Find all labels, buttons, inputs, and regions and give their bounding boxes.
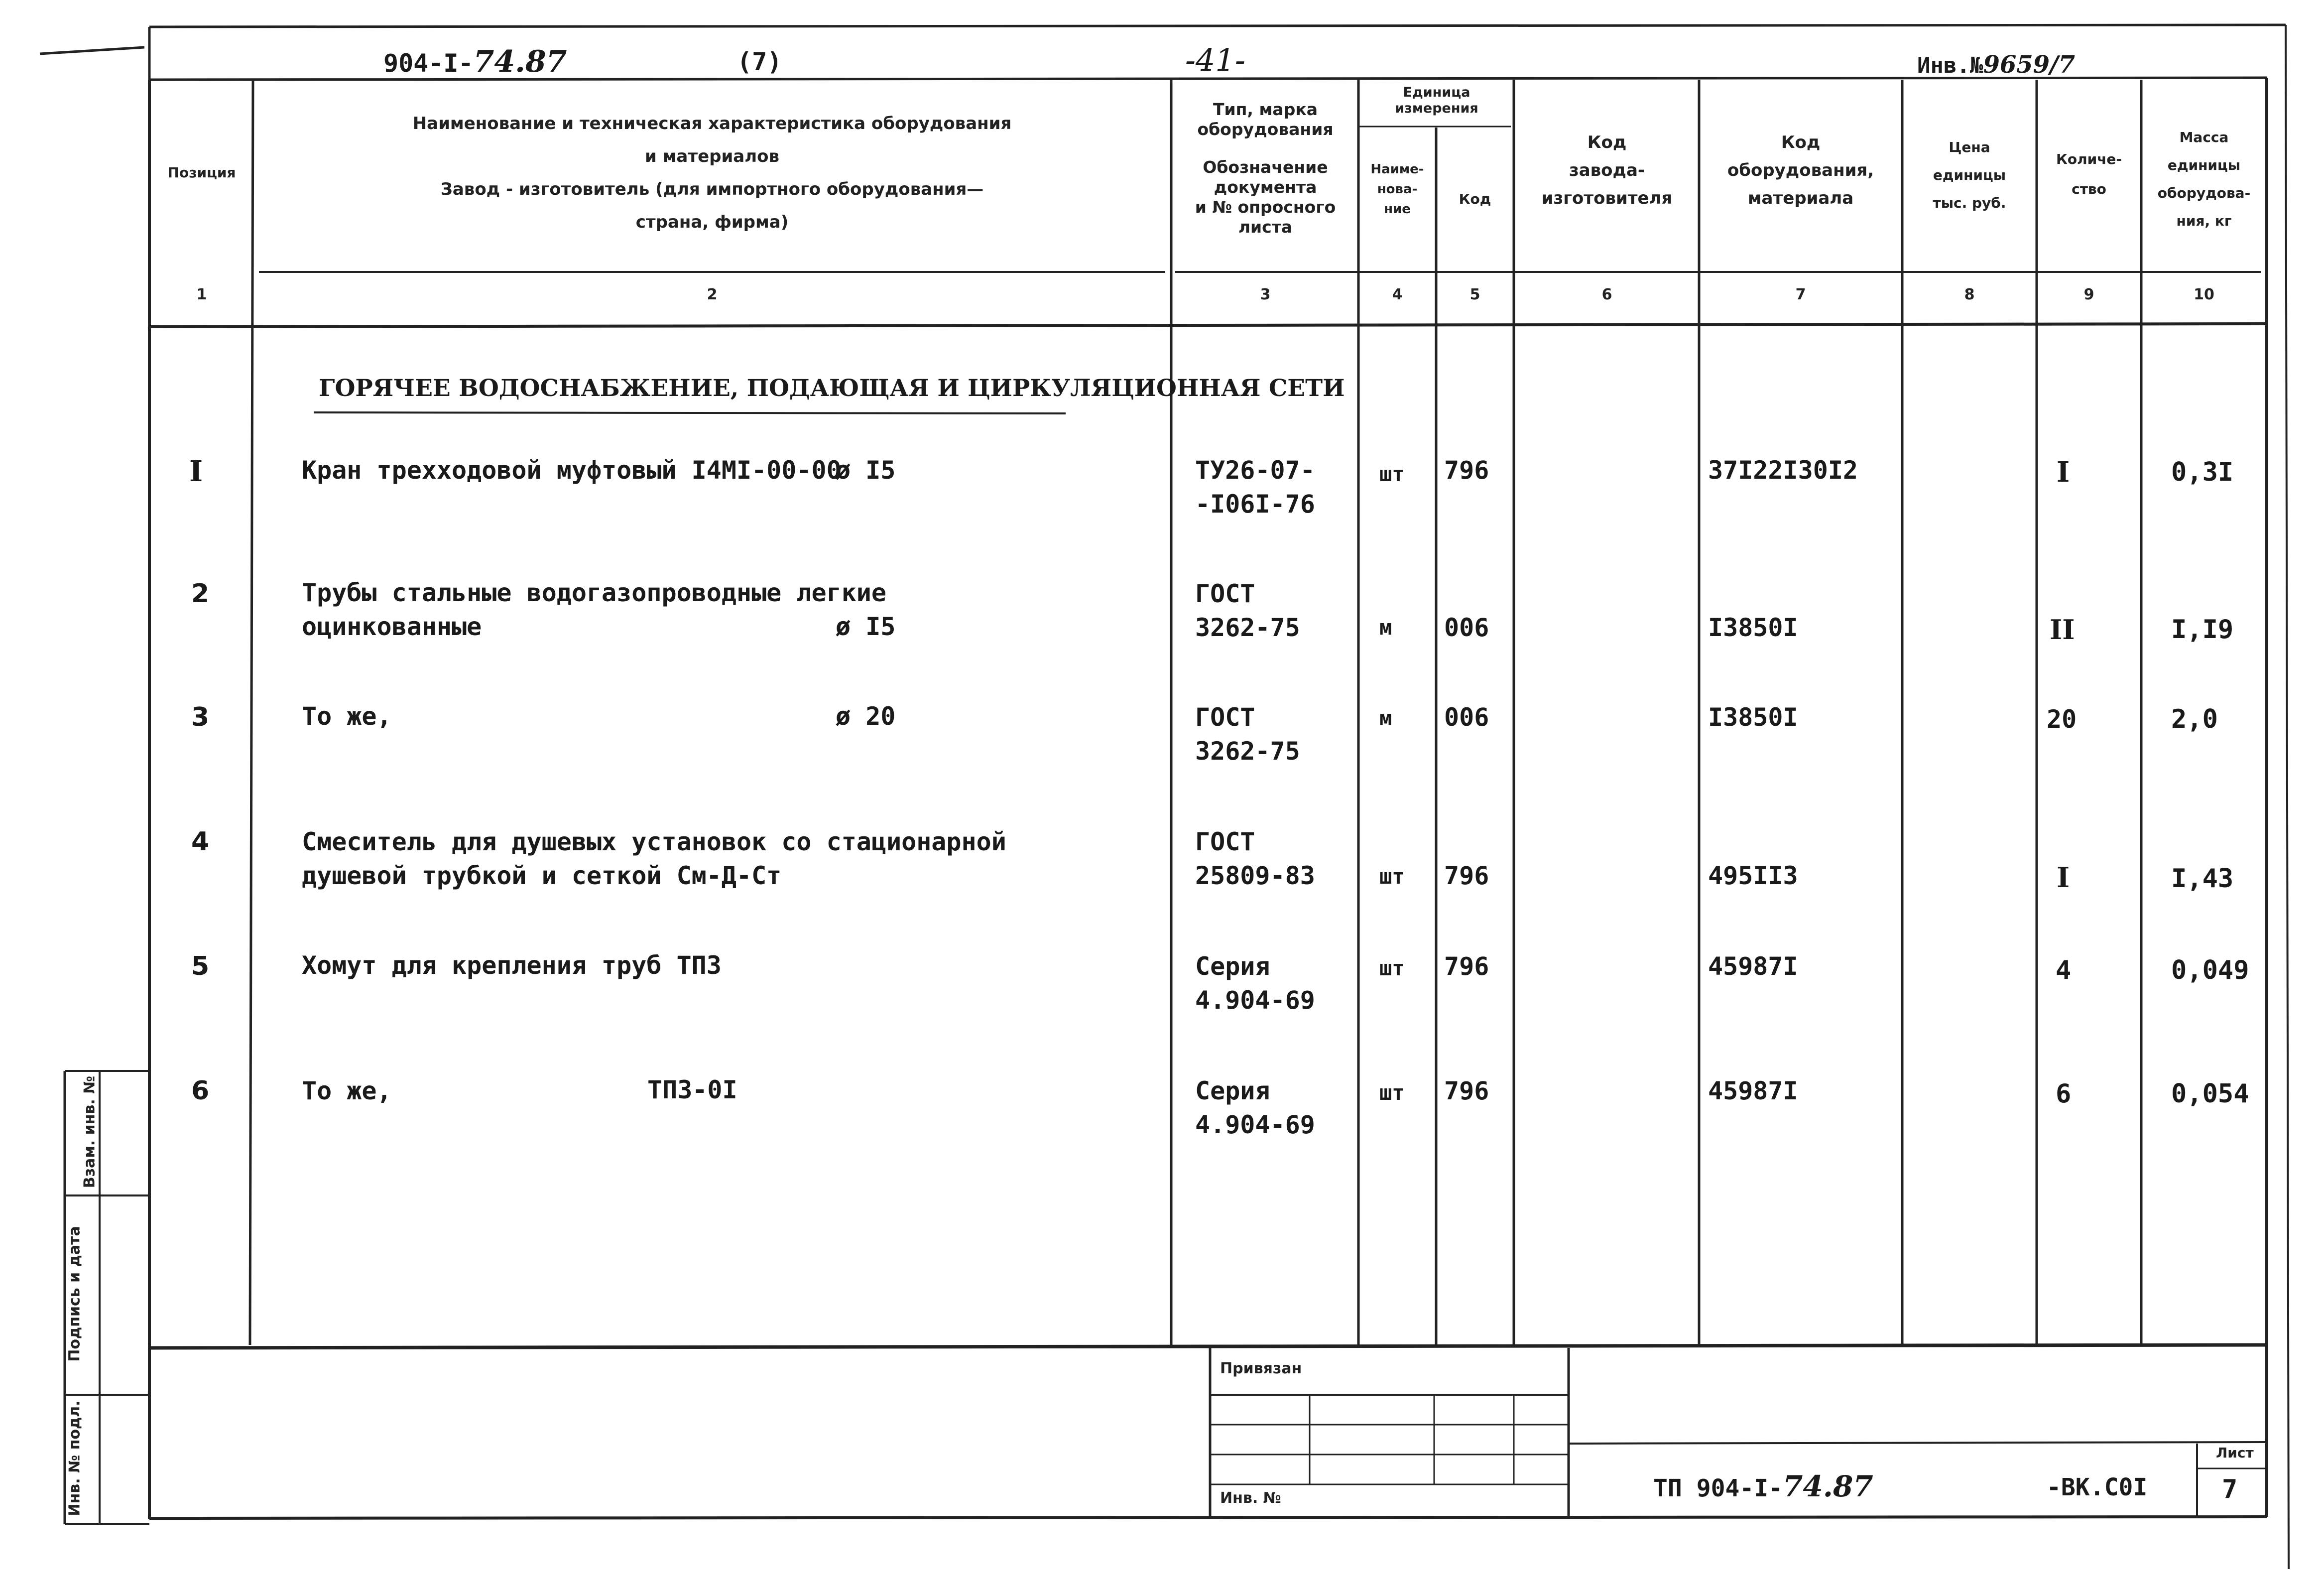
row-position: 6: [191, 1076, 210, 1106]
row-mass: I,43: [2171, 864, 2234, 894]
col-2-header-line: и материалов: [644, 146, 780, 166]
doc-number-top: [383, 45, 567, 80]
row-diameter: ø I5: [836, 456, 896, 485]
col-3-header-line: листа: [1238, 217, 1293, 237]
col-8-header-line: Цена: [1949, 139, 1990, 155]
row-mass: 2,0: [2171, 704, 2218, 734]
col-8-header-line: тыс. руб.: [1933, 195, 2006, 211]
row-quantity: II: [2050, 614, 2075, 646]
col-6-header-line: изготовителя: [1541, 188, 1673, 208]
col-8-header: [1903, 133, 2036, 217]
col-2-header-line: Наименование и техническая характеристика оборудования: [412, 114, 1012, 133]
row-unit: м: [1379, 615, 1392, 640]
col-10-header-line: единицы: [2167, 157, 2241, 173]
col-number: 9: [2083, 286, 2094, 303]
col-2-header: [279, 107, 1145, 239]
side-label-vzam: Взам. инв. №: [81, 1075, 99, 1189]
row-name: Кран трехходовой муфтовый I4МI-00-00: [302, 456, 842, 485]
doc-number-handwritten: 74.87: [473, 44, 567, 79]
col-5-header: Код: [1459, 191, 1491, 207]
row-document-line: 3262-75: [1195, 737, 1300, 766]
row-quantity: I: [2057, 861, 2070, 894]
row-document-line: ГОСТ: [1195, 579, 1255, 608]
col-number: 5: [1469, 286, 1480, 303]
stamp-inv-no: Инв. №: [1220, 1489, 1281, 1507]
row-document: [1195, 700, 1300, 768]
row-document: [1195, 825, 1315, 893]
row-document-line: Серия: [1195, 952, 1270, 981]
row-quantity: I: [2057, 456, 2070, 489]
row-material-code: 45987I: [1708, 952, 1798, 981]
row-quantity: 6: [2056, 1079, 2072, 1109]
row-document: [1195, 577, 1300, 645]
row-document-line: 4.904-69: [1195, 986, 1315, 1015]
row-name: То же,: [302, 1076, 392, 1105]
col-3-header-line: и № опросного: [1195, 197, 1336, 217]
row-name-line: оцинкованные: [302, 612, 482, 641]
inventory-handwritten: 9659/7: [1983, 51, 2075, 79]
row-unit-code: 796: [1444, 1076, 1489, 1105]
side-label-podpis: Подпись и дата: [66, 1226, 84, 1362]
row-name-line: Трубы стальные водогазопроводные легкие: [302, 578, 886, 607]
row-diameter: ø I5: [836, 612, 896, 641]
col-3-header-line: оборудования: [1197, 120, 1334, 139]
stamp-code-handwritten: 74.87: [1783, 1469, 1873, 1503]
row-mass: 0,054: [2171, 1079, 2249, 1109]
row-position: I: [189, 454, 203, 488]
row-document-line: 25809-83: [1195, 861, 1315, 890]
col-number: 7: [1795, 286, 1806, 303]
col-number: 2: [707, 286, 718, 303]
row-document-line: -I06I-76: [1195, 490, 1315, 519]
col-6-header-line: Код: [1587, 132, 1627, 152]
row-mass: 0,049: [2171, 955, 2249, 985]
col-7-header-line: оборудования,: [1727, 160, 1874, 180]
col-4-header: [1359, 159, 1435, 219]
row-name: То же,: [302, 702, 392, 731]
row-material-code: 37I22I30I2: [1708, 456, 1858, 485]
row-material-code: 495II3: [1708, 861, 1798, 890]
row-document: [1195, 1074, 1315, 1142]
row-document-line: 3262-75: [1195, 613, 1300, 642]
col-4-header-line: ние: [1384, 202, 1411, 217]
stamp-privyazan: Привязан: [1220, 1360, 1302, 1377]
row-quantity: 4: [2056, 955, 2072, 985]
col-10-header-line: оборудова-: [2157, 185, 2251, 201]
row-material-code: 45987I: [1708, 1076, 1798, 1105]
row-mass: 0,3I: [2171, 457, 2234, 487]
row-diameter: ТПЗ-0I: [647, 1075, 737, 1104]
stamp-code-prefix: ТП 904-I-: [1653, 1474, 1783, 1502]
col-9-header-line: ство: [2072, 181, 2106, 197]
row-document-line: ГОСТ: [1195, 827, 1255, 856]
row-document-line: 4.904-69: [1195, 1110, 1315, 1139]
sheet-number-parens: (7): [737, 47, 782, 76]
row-unit: шт: [1379, 956, 1405, 980]
col-number: 3: [1260, 286, 1271, 303]
col-number: 10: [2194, 286, 2214, 303]
row-name: Хомут для крепления труб ТПЗ: [302, 951, 722, 980]
row-document-line: ГОСТ: [1195, 703, 1255, 732]
col-10-header-line: ния, кг: [2176, 213, 2232, 229]
col-9-header: [2038, 144, 2140, 204]
row-material-code: I3850I: [1708, 613, 1798, 642]
row-name-line: душевой трубкой и сеткой См-Д-Ст: [302, 861, 782, 890]
section-title: ГОРЯЧЕЕ ВОДОСНАБЖЕНИЕ, ПОДАЮЩАЯ И ЦИРКУЛЯЦИОННАЯ СЕТИ: [319, 375, 1345, 402]
col-1-header: Позиция: [167, 164, 236, 181]
stamp-list-label: Лист: [2216, 1445, 2254, 1461]
row-document-line: ТУ26-07-: [1195, 456, 1315, 485]
row-quantity: 20: [2047, 705, 2077, 734]
row-diameter: ø 20: [836, 702, 896, 731]
col-2-header-line: Завод - изготовитель (для импортного оборудования—: [440, 179, 984, 199]
row-mass: I,I9: [2171, 615, 2234, 645]
col-number: 1: [196, 286, 207, 303]
row-document: [1195, 453, 1315, 521]
col-number: 6: [1601, 286, 1612, 303]
doc-number-prefix: 904-I-: [383, 49, 474, 78]
col-6-header-line: завода-: [1569, 160, 1645, 180]
side-label-inv-podl: Инв. № подл.: [66, 1400, 84, 1516]
row-unit-code: 796: [1444, 456, 1489, 485]
row-name: [302, 825, 1006, 893]
row-unit-code: 006: [1444, 613, 1489, 642]
col-4-header-line: Наиме-: [1370, 162, 1424, 177]
unit-group-header: Единица измерения: [1395, 85, 1478, 116]
row-unit: м: [1379, 706, 1392, 730]
col-10-header-line: Масса: [2179, 129, 2229, 145]
col-9-header-line: Количе-: [2056, 151, 2122, 167]
col-7-header: [1700, 129, 1901, 212]
row-position: 3: [191, 702, 210, 732]
stamp-document-code: [1653, 1469, 1873, 1505]
row-position: 4: [191, 827, 210, 857]
row-document-line: Серия: [1195, 1076, 1270, 1105]
row-position: 2: [191, 579, 210, 609]
stamp-code-suffix: -ВК.С0I: [2047, 1473, 2148, 1501]
row-unit: шт: [1379, 864, 1405, 889]
row-material-code: I3850I: [1708, 703, 1798, 732]
col-4-header-line: нова-: [1377, 182, 1418, 197]
col-2-header-line: страна, фирма): [635, 212, 789, 232]
col-number: 8: [1964, 286, 1975, 303]
row-unit-code: 796: [1444, 952, 1489, 981]
col-6-header: [1516, 129, 1698, 212]
col-3-header-line: Обозначение: [1203, 157, 1328, 177]
row-unit: шт: [1379, 462, 1405, 486]
inventory-number: [1917, 48, 2075, 83]
col-number: 4: [1392, 286, 1403, 303]
col-3-header: [1173, 100, 1357, 237]
row-document: [1195, 949, 1315, 1017]
row-unit-code: 796: [1444, 861, 1489, 890]
row-unit: шт: [1379, 1080, 1405, 1105]
col-3-header-line: Тип, марка: [1213, 100, 1318, 119]
row-name-line: Смеситель для душевых установок со стационарной: [302, 827, 1006, 856]
col-7-header-line: Код: [1781, 132, 1821, 152]
inventory-label: Инв.№: [1917, 53, 1983, 78]
row-unit-code: 006: [1444, 703, 1489, 732]
stamp-list-number: 7: [2222, 1474, 2238, 1504]
col-8-header-line: единицы: [1933, 167, 2006, 183]
row-name: [302, 576, 886, 644]
page-number: -41-: [1185, 42, 1245, 78]
col-10-header: [2142, 124, 2266, 235]
row-position: 5: [191, 951, 210, 981]
col-7-header-line: материала: [1747, 188, 1854, 208]
col-3-header-line: документа: [1214, 177, 1317, 197]
